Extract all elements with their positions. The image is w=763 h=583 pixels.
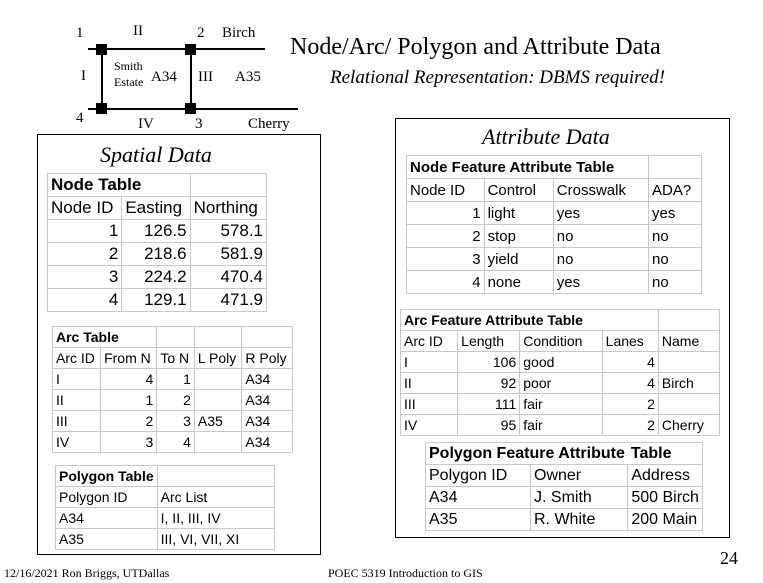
table-row (401, 394, 720, 415)
node-3-marker (185, 103, 196, 114)
node-4-label: 4 (76, 110, 84, 126)
node-table-caption-blank (190, 174, 266, 197)
table-row (56, 529, 275, 550)
polygon-a35-label: A35 (235, 69, 261, 85)
polygon-table (55, 465, 275, 550)
cell: III, VI, VII, XI (157, 529, 274, 550)
arc-attr-header: Length (458, 331, 520, 352)
cell (658, 352, 719, 373)
node-attr-header: ADA? (649, 179, 702, 202)
node-attr-header: Crosswalk (553, 179, 648, 202)
cell: 200 Main (628, 509, 703, 531)
cell: stop (484, 225, 553, 248)
cell: 4 (157, 432, 195, 453)
cell: 4 (602, 352, 658, 373)
cell: 578.1 (190, 220, 266, 243)
cell: 3 (157, 411, 195, 432)
poly-attr-header: Address (628, 465, 703, 487)
cell: A34 (242, 411, 293, 432)
table-row (401, 373, 720, 394)
cell: 2 (48, 243, 122, 266)
arc-attr-header: Arc ID (401, 331, 458, 352)
cell: 4 (101, 369, 157, 390)
table-row (53, 369, 293, 390)
cell: A35 (56, 529, 158, 550)
blank (157, 466, 274, 487)
cell: J. Smith (531, 487, 628, 509)
cell: Birch (658, 373, 719, 394)
node-table-caption: Node Table (48, 174, 191, 197)
node-table (47, 173, 267, 312)
arc-ii-line (88, 48, 265, 50)
table-row (48, 220, 267, 243)
cell: A34 (426, 487, 531, 509)
attribute-data-title: Attribute Data (482, 124, 610, 149)
cell: 3 (48, 266, 122, 289)
cell (194, 390, 242, 411)
cell: no (553, 225, 648, 248)
cell: IV (401, 415, 458, 436)
cell: no (649, 271, 702, 294)
cell: Cherry (658, 415, 719, 436)
arc-table-header: To N (157, 348, 195, 369)
node-1-label: 1 (76, 25, 84, 41)
cell: A35 (194, 411, 242, 432)
arc-iii-line (190, 48, 192, 110)
estate-label-line2: Estate (114, 75, 144, 89)
cell: 1 (407, 202, 485, 225)
table-row (426, 509, 703, 531)
cell: 218.6 (122, 243, 190, 266)
cell: 95 (458, 415, 520, 436)
spatial-data-title: Spatial Data (100, 142, 212, 167)
cell: 2 (157, 390, 195, 411)
polygon-table-header: Arc List (157, 487, 274, 508)
cell: yes (553, 202, 648, 225)
cell: I (401, 352, 458, 373)
street-cherry-label: Cherry (248, 116, 290, 132)
arc-table-header: R Poly (242, 348, 293, 369)
table-row (407, 225, 702, 248)
cell: 224.2 (122, 266, 190, 289)
cell: 129.1 (122, 289, 190, 312)
arc-i-line (101, 48, 103, 110)
node-attr-header: Control (484, 179, 553, 202)
table-row (401, 415, 720, 436)
cell: 111 (458, 394, 520, 415)
node-feature-attribute-table (406, 155, 702, 294)
cell: I, II, III, IV (157, 508, 274, 529)
node-table-header-node-id: Node ID (48, 197, 122, 220)
blank (157, 327, 195, 348)
arc-table (52, 326, 293, 453)
table-row (407, 248, 702, 271)
arc-attr-header: Lanes (602, 331, 658, 352)
arc-attr-header: Name (658, 331, 719, 352)
cell: good (520, 352, 602, 373)
table-row (407, 271, 702, 294)
cell: poor (520, 373, 602, 394)
arc-ii-label: II (133, 23, 143, 39)
node-table-header-northing: Northing (190, 197, 266, 220)
polygon-table-caption: Polygon Table (56, 466, 158, 487)
table-row (56, 508, 275, 529)
table-row (53, 411, 293, 432)
cell: 92 (458, 373, 520, 394)
cell: fair (520, 394, 602, 415)
node-1-marker (96, 44, 107, 55)
footer-course: POEC 5319 Introduction to GIS (328, 566, 483, 580)
cell: IV (53, 432, 101, 453)
blank (194, 327, 242, 348)
table-row (401, 352, 720, 373)
estate-label-line1: Smith (114, 59, 143, 73)
polygon-table-header: Polygon ID (56, 487, 158, 508)
cell: III (53, 411, 101, 432)
node-table-header-easting: Easting (122, 197, 190, 220)
cell: none (484, 271, 553, 294)
arc-iii-label: III (198, 69, 213, 85)
cell: 470.4 (190, 266, 266, 289)
node-3-label: 3 (195, 116, 203, 132)
cell: 4 (48, 289, 122, 312)
cell: A34 (242, 390, 293, 411)
page-number: 24 (720, 548, 738, 568)
table-row (48, 266, 267, 289)
cell: 2 (602, 394, 658, 415)
cell: light (484, 202, 553, 225)
cell: 126.5 (122, 220, 190, 243)
cell: yes (649, 202, 702, 225)
cell (194, 369, 242, 390)
cell: 471.9 (190, 289, 266, 312)
cell: II (401, 373, 458, 394)
cell: 1 (48, 220, 122, 243)
cell: no (649, 225, 702, 248)
poly-attr-caption-table: Table (628, 443, 703, 465)
arc-table-header: Arc ID (53, 348, 101, 369)
cell: 4 (602, 373, 658, 394)
cell: 500 Birch (628, 487, 703, 509)
table-row (53, 390, 293, 411)
arc-attr-header: Condition (520, 331, 602, 352)
node-attr-caption: Node Feature Attribute Table (407, 156, 649, 179)
poly-attr-caption: Polygon Feature Attribute (426, 443, 628, 465)
arc-i-label: I (81, 68, 86, 84)
cell: 4 (407, 271, 485, 294)
cell: 2 (101, 411, 157, 432)
node-4-marker (96, 103, 107, 114)
cell: II (53, 390, 101, 411)
cell: 2 (407, 225, 485, 248)
node-2-marker (185, 44, 196, 55)
cell (194, 432, 242, 453)
table-row (53, 432, 293, 453)
table-row (407, 202, 702, 225)
poly-attr-header: Polygon ID (426, 465, 531, 487)
cell: yes (553, 271, 648, 294)
cell: 2 (602, 415, 658, 436)
slide-title: Node/Arc/ Polygon and Attribute Data (290, 34, 661, 60)
table-row (426, 487, 703, 509)
poly-attr-header: Owner (531, 465, 628, 487)
blank (658, 310, 719, 331)
cell: no (649, 248, 702, 271)
cell: 3 (101, 432, 157, 453)
arc-table-caption: Arc Table (53, 327, 157, 348)
arc-attr-caption: Arc Feature Attribute Table (401, 310, 659, 331)
cell: A34 (242, 432, 293, 453)
cell: 581.9 (190, 243, 266, 266)
blank (242, 327, 293, 348)
arc-table-header: L Poly (194, 348, 242, 369)
cell: A35 (426, 509, 531, 531)
table-row (48, 243, 267, 266)
cell: 1 (157, 369, 195, 390)
cell: A34 (242, 369, 293, 390)
arc-feature-attribute-table (400, 309, 720, 436)
cell: fair (520, 415, 602, 436)
polygon-feature-attribute-table (425, 442, 703, 531)
cell: no (553, 248, 648, 271)
node-attr-header: Node ID (407, 179, 485, 202)
cell: yield (484, 248, 553, 271)
footer-date-author: 12/16/2021 Ron Briggs, UTDallas (4, 566, 170, 580)
street-birch-label: Birch (222, 25, 256, 41)
node-2-label: 2 (197, 25, 205, 41)
cell: R. White (531, 509, 628, 531)
blank (649, 156, 702, 179)
slide-subtitle: Relational Representation: DBMS required! (330, 67, 666, 88)
cell: 1 (101, 390, 157, 411)
cell: 3 (407, 248, 485, 271)
cell (658, 394, 719, 415)
cell: III (401, 394, 458, 415)
arc-table-header: From N (101, 348, 157, 369)
cell: A34 (56, 508, 158, 529)
polygon-a34-label: A34 (151, 69, 177, 85)
table-row (48, 289, 267, 312)
arc-iv-label: IV (138, 116, 154, 132)
cell: I (53, 369, 101, 390)
cell: 106 (458, 352, 520, 373)
